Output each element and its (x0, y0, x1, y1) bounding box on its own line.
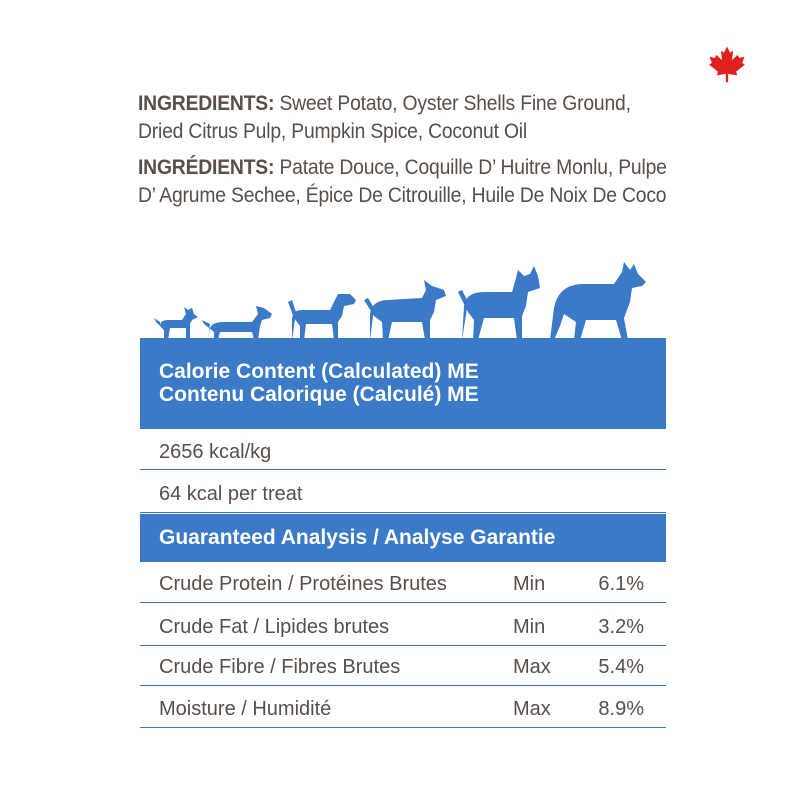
analysis-value: 6.1% (598, 573, 644, 595)
calorie-content-header (140, 340, 666, 429)
ingredients-section (138, 90, 681, 218)
calorie-per-treat: 64 kcal per treat (140, 476, 666, 513)
dog-sizes-silhouettes-icon (140, 262, 666, 342)
maple-leaf-icon (708, 45, 746, 83)
analysis-qualifier: Max (513, 698, 551, 720)
table-row (140, 565, 666, 603)
analysis-name: Moisture / Humidité (159, 698, 332, 720)
ingredients-en-label: INGREDIENTS: (138, 92, 275, 115)
analysis-name: Crude Fat / Lipides brutes (159, 616, 390, 638)
calorie-heading-fr: Contenu Calorique (Calculé) ME (159, 383, 479, 406)
analysis-name: Crude Protein / Protéines Brutes (159, 573, 447, 595)
calorie-per-kg: 2656 kcal/kg (140, 435, 666, 470)
table-row (140, 648, 666, 686)
guaranteed-analysis-header: Guaranteed Analysis / Analyse Garantie (140, 514, 666, 562)
ingredients-fr-label: INGRÉDIENTS: (138, 156, 275, 179)
ingredients-en-text: Sweet Potato, Oyster Shells Fine Ground, Dried Citrus Pulp, Pumpkin Spice, Coconut Oil (138, 92, 631, 143)
ingredients-french (138, 154, 681, 210)
analysis-name: Crude Fibre / Fibres Brutes (159, 656, 401, 678)
analysis-value: 3.2% (598, 616, 644, 638)
analysis-qualifier: Min (513, 573, 546, 595)
table-row (140, 608, 666, 646)
analysis-qualifier: Min (513, 616, 546, 638)
analysis-qualifier: Max (513, 656, 551, 678)
ingredients-fr-text: Patate Douce, Coquille D’ Huitre Monlu, Pulpe D’ Agrume Sechee, Épice De Citrouille, Huile De Noix De Coco (138, 156, 667, 207)
table-row (140, 690, 666, 728)
analysis-value: 8.9% (598, 698, 644, 720)
analysis-value: 5.4% (598, 656, 644, 678)
ingredients-english (138, 90, 681, 146)
calorie-heading-en: Calorie Content (Calculated) ME (159, 360, 479, 383)
